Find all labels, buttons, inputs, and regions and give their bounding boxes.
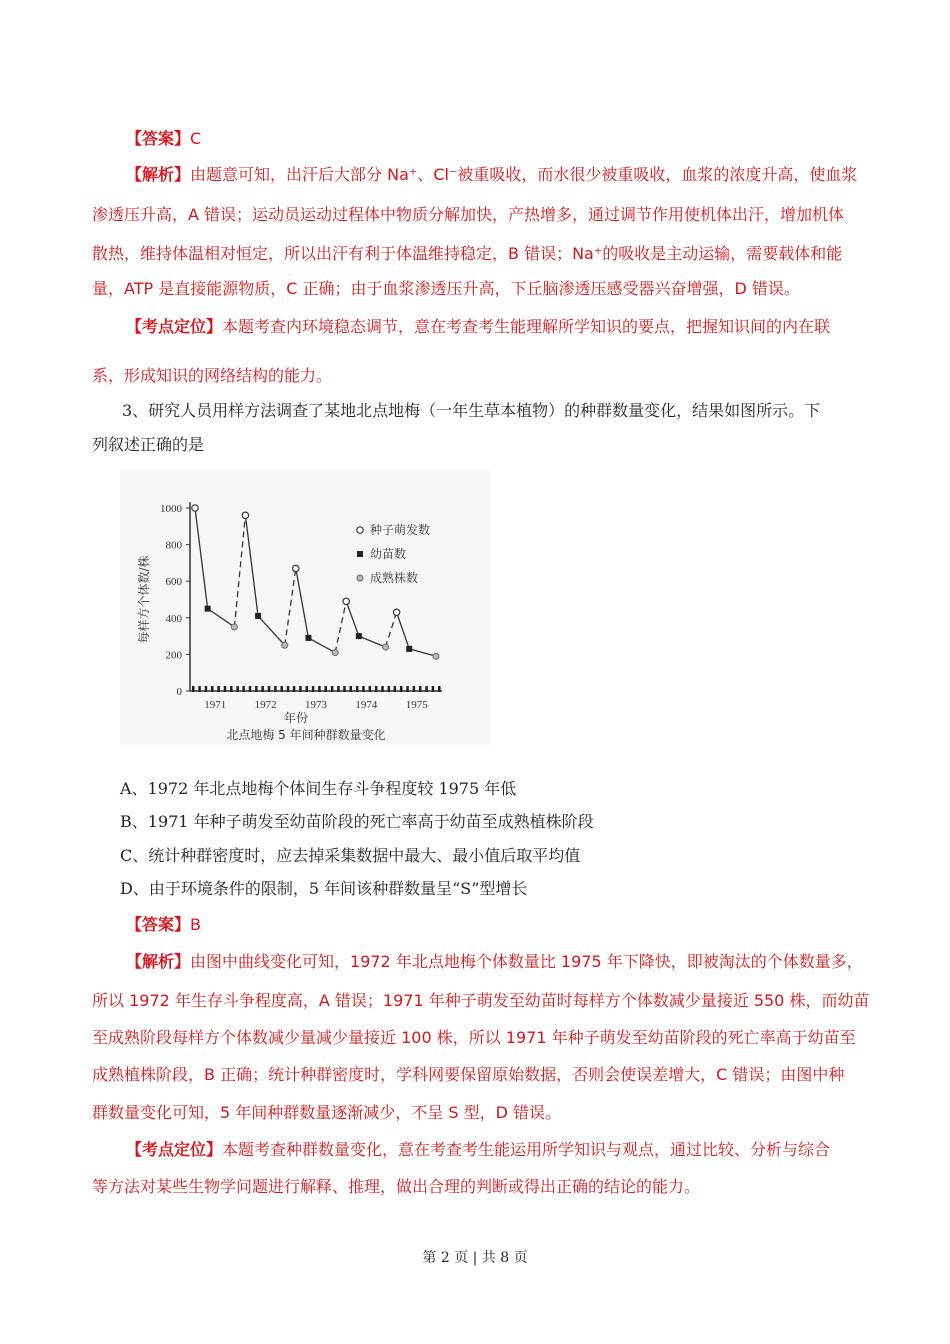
seed-germination-point (242, 512, 248, 518)
x-minor-tick (331, 686, 334, 692)
x-minor-tick (394, 686, 397, 692)
question-3-line-0: 3、研究人员用样方法调查了某地北点地梅（一年生草本植物）的种群数量变化，结果如图所示。下 (122, 401, 821, 420)
connector-line (409, 649, 436, 656)
analysis-3-text: 由图中曲线变化可知，1972 年北点地梅个体数量比 1975 年下降快，即被淘汰的个体数量多， (190, 952, 863, 971)
answer-3-label: 【答案】 (126, 915, 191, 934)
analysis-3-line-1: 所以 1972 年生存斗争程度高，A 错误；1971 年种子萌发至幼苗时每样方个体数减少量接近 550 株，而幼苗 (92, 991, 870, 1010)
x-minor-tick (261, 686, 264, 692)
x-minor-tick (325, 686, 328, 692)
x-minor-tick (432, 686, 435, 692)
legend-label: 种子萌发数 (370, 523, 431, 537)
x-tick-label: 1971 (204, 699, 227, 711)
option-c: C、统计种群密度时，应去掉采集数据中最大、最小值后取平均值 (120, 846, 581, 865)
y-axis-label: 每样方个体数/株 (137, 555, 151, 644)
analysis-1-line-0 (126, 162, 857, 185)
seed-germination-point (293, 565, 299, 571)
connector-dashed (234, 515, 245, 627)
page-footer: 第 2 页 | 共 8 页 (422, 1250, 528, 1266)
analysis-3-line-0 (126, 949, 863, 972)
x-minor-tick (413, 686, 416, 692)
x-minor-tick (400, 686, 403, 692)
y-tick-label: 600 (165, 576, 182, 589)
connector-dashed (335, 601, 346, 652)
x-minor-tick (293, 686, 296, 692)
option-b: B、1971 年种子萌发至幼苗阶段的死亡率高于幼苗至成熟植株阶段 (120, 812, 594, 831)
kaodian-3-line-1: 等方法对某些生物学问题进行解释、推理，做出合理的判断或得出正确的结论的能力。 (92, 1177, 701, 1196)
x-minor-tick (249, 686, 252, 692)
analysis-1-line-3: 量，ATP 是直接能源物质，C 正确；由于血浆渗透压升高，下丘脑渗透压感受器兴奋增强，D 错误。 (92, 279, 800, 298)
seedling-point (406, 646, 412, 652)
x-minor-tick (205, 686, 208, 692)
x-minor-tick (337, 686, 340, 692)
legend-seedling-marker (357, 551, 363, 557)
x-minor-tick (230, 686, 233, 692)
legend-label: 成熟株数 (370, 571, 419, 585)
x-minor-tick (287, 686, 290, 692)
x-minor-tick (255, 686, 257, 692)
x-minor-tick (242, 686, 245, 692)
x-minor-tick (419, 686, 422, 692)
chart-svg (120, 470, 490, 745)
seedling-point (356, 633, 362, 639)
connector-line (195, 508, 208, 609)
x-tick-label: 1973 (305, 699, 327, 711)
connector-line (296, 568, 309, 638)
x-minor-tick (217, 686, 220, 692)
x-tick-label: 1975 (405, 699, 428, 711)
mature-plant-point (231, 624, 237, 630)
connector-line (346, 601, 359, 636)
mature-plant-point (332, 650, 338, 656)
seedling-point (255, 613, 261, 619)
x-minor-tick (211, 686, 214, 692)
y-tick-label: 0 (176, 686, 182, 698)
answer-1-value: C (190, 129, 202, 148)
connector-dashed (386, 612, 397, 647)
seedling-point (205, 606, 211, 612)
x-minor-tick (312, 686, 315, 692)
legend-seed-marker (357, 527, 363, 533)
y-tick-label: 800 (165, 539, 182, 552)
kaodian-1-line-1: 系，形成知识的网络结构的能力。 (92, 366, 333, 385)
x-minor-tick (192, 686, 195, 692)
x-minor-tick (375, 686, 378, 692)
population-chart (120, 470, 490, 745)
x-minor-tick (236, 686, 239, 692)
x-axis-label: 年份 (283, 711, 309, 725)
kaodian-3-line-0 (126, 1137, 830, 1160)
connector-line (308, 638, 335, 653)
seed-germination-point (192, 505, 198, 511)
seed-germination-point (343, 598, 349, 604)
option-d: D、由于环境条件的限制，5 年间该种群数量呈“S”型增长 (120, 879, 528, 898)
x-minor-tick (350, 686, 353, 692)
analysis-3-line-2: 至成熟阶段每样方个体数减少量减少量接近 100 株，所以 1971 年种子萌发至幼苗阶段的死亡率高于幼苗至 (92, 1028, 856, 1047)
kaodian-3-text: 本题考查种群数量变化，意在考查考生能运用所学知识与观点，通过比较、分析与综合 (222, 1140, 831, 1159)
x-minor-tick (356, 686, 359, 692)
mature-plant-point (383, 644, 389, 650)
mature-plant-point (282, 642, 288, 648)
answer-3 (126, 912, 201, 935)
x-minor-tick (438, 686, 441, 692)
kaodian-1-line-0 (126, 314, 830, 337)
kaodian-1-text: 本题考查内环境稳态调节，意在考查考生能理解所学知识的要点，把握知识间的内在联 (222, 317, 831, 336)
x-minor-tick (224, 686, 227, 692)
connector-dashed (285, 568, 296, 645)
kaodian-3-label: 【考点定位】 (126, 1140, 223, 1159)
x-tick-label: 1972 (254, 699, 277, 711)
legend-mature-marker (357, 575, 363, 581)
x-minor-tick (318, 686, 321, 692)
chart-title: 北点地梅 5 年间种群数量变化 (226, 728, 386, 742)
mature-plant-point (433, 653, 439, 659)
question-3-line-1: 列叙述正确的是 (92, 435, 205, 454)
connector-line (258, 616, 285, 645)
connector-line (245, 515, 258, 616)
answer-1-label: 【答案】 (126, 129, 191, 148)
x-minor-tick (369, 686, 372, 692)
x-minor-tick (305, 686, 308, 692)
x-minor-tick (343, 686, 346, 692)
x-minor-tick (299, 686, 302, 692)
x-minor-tick (198, 686, 201, 692)
x-tick-label: 1974 (355, 699, 378, 711)
legend-label: 幼苗数 (370, 547, 407, 561)
x-minor-tick (280, 686, 283, 692)
analysis-3-line-3: 成熟植株阶段，B 正确；统计种群密度时，学科网要保留原始数据，否则会使误差增大，C 错误；由图中种 (92, 1065, 845, 1084)
connector-line (397, 612, 410, 649)
connector-line (208, 609, 235, 627)
seed-germination-point (393, 609, 399, 615)
x-minor-tick (406, 686, 409, 692)
seedling-point (305, 635, 311, 641)
kaodian-1-label: 【考点定位】 (126, 317, 223, 336)
x-minor-tick (425, 686, 428, 692)
y-tick-label: 400 (165, 612, 182, 625)
answer-1 (126, 126, 201, 149)
x-minor-tick (362, 686, 365, 692)
analysis-1-label: 【解析】 (126, 165, 191, 184)
analysis-3-line-4: 群数量变化可知，5 年间种群数量逐渐减少，不呈 S 型，D 错误。 (92, 1103, 562, 1122)
y-tick-label: 200 (165, 649, 182, 662)
connector-line (359, 636, 386, 647)
analysis-1-text: 由题意可知，出汗后大部分 Na⁺、Cl⁻被重吸收，而水很少被重吸收，血浆的浓度升高，使血浆 (190, 165, 858, 184)
y-tick-label: 1000 (160, 503, 182, 515)
answer-3-value: B (190, 915, 201, 934)
analysis-1-line-1: 渗透压升高，A 错误；运动员运动过程体中物质分解加快，产热增多，通过调节作用使机体出汗，增加机体 (92, 205, 845, 224)
analysis-1-line-2: 散热，维持体温相对恒定，所以出汗有利于体温维持稳定，B 错误；Na⁺的吸收是主动运输，需要载体和能 (92, 244, 843, 263)
x-minor-tick (268, 686, 271, 692)
x-minor-tick (274, 686, 277, 692)
option-a: A、1972 年北点地梅个体间生存斗争程度较 1975 年低 (120, 779, 517, 798)
analysis-3-label: 【解析】 (126, 952, 191, 971)
x-minor-tick (388, 686, 391, 692)
x-minor-tick (381, 686, 384, 692)
